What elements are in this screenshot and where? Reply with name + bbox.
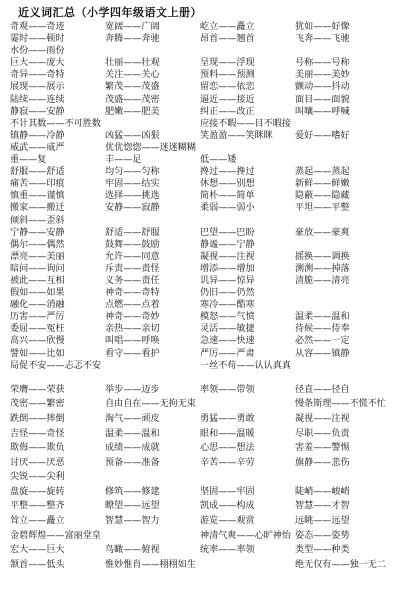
synonym-pair: 慎重——谨慎	[10, 191, 65, 202]
synonym-pair: 神清气爽——心旷神怡	[200, 530, 291, 541]
synonym-pair: 留恋——依恋	[200, 82, 255, 93]
synonym-pair: 心思——想法	[200, 443, 255, 454]
synonym-pair: 美丽——美妙	[295, 70, 350, 81]
synonym-pair: 安静——寂静	[105, 203, 160, 214]
synonym-row	[10, 360, 392, 372]
synonym-row	[10, 348, 392, 360]
synonym-row	[10, 543, 392, 558]
synonym-row	[10, 227, 392, 239]
synonym-pair: 讥异——惊异	[200, 275, 255, 286]
synonym-row	[10, 215, 392, 227]
synonym-row	[10, 69, 392, 81]
synonym-pair: 繁茂——茂盛	[105, 82, 160, 93]
synonym-pair: 犹如——好像	[295, 22, 350, 32]
synonym-row	[10, 514, 392, 529]
synonym-pair: 智慧——智力	[105, 516, 160, 527]
synonym-pair: 镇静——冷静	[10, 130, 65, 141]
synonym-pair: 凯成——构成	[200, 501, 255, 512]
synonym-pair: 颤动——抖动	[295, 82, 350, 93]
synonym-row	[10, 412, 392, 427]
synonym-pair: 昂首——翘首	[200, 34, 255, 45]
synonym-row	[10, 335, 392, 347]
synonym-pair: 斥责——责怪	[105, 263, 160, 274]
synonym-pair: 鸟瞰——俯视	[105, 545, 160, 556]
synonym-pair: 被此——互相	[10, 275, 65, 286]
synonym-pair: 吉怪——奇怪	[10, 428, 65, 439]
synonym-pair: 壮丽——壮观	[105, 58, 160, 69]
synonym-pair: 寒冷——酷寒	[200, 300, 255, 311]
synonym-row	[10, 427, 392, 442]
synonym-pair: 逼近——接近	[200, 94, 255, 105]
synonym-pair: 温柔——温和	[295, 312, 350, 323]
synonym-pair: 简朴——简单	[200, 191, 255, 202]
synonym-pair: 尖锐——尖利	[10, 472, 65, 483]
synonym-pair: 必然——一定	[295, 336, 350, 347]
synonym-pair: 颔首——低头	[10, 559, 65, 570]
synonym-pair: 静谧——宁静	[200, 239, 255, 250]
synonym-pair: 平整——整齐	[10, 501, 65, 512]
synonym-pair: 肥嫩——肥美	[105, 106, 160, 117]
synonym-pair: 丰——足	[105, 155, 142, 166]
synonym-pair: 旗静——悲伤	[295, 457, 350, 468]
synonym-pair: 荣膺——荣获	[10, 384, 65, 395]
synonym-pair: 待候——侍奉	[295, 324, 350, 335]
synonym-pair: 豪放——豪爽	[295, 227, 350, 238]
synonym-pair: 痛苦——印痕	[10, 179, 65, 190]
synonym-pair: 眼和——温暖	[200, 428, 255, 439]
synonym-pair: 倾斜——歪斜	[10, 215, 65, 226]
synonym-pair: 牢固——结实	[105, 179, 160, 190]
synonym-row	[10, 178, 392, 190]
synonym-pair: 统率——率领	[200, 545, 255, 556]
synonym-pair: 严厉——严肃	[200, 348, 255, 359]
synonym-row	[10, 323, 392, 335]
synonym-pair: 陆续——连续	[10, 94, 65, 105]
synonym-pair: 蒸起——蒸起	[295, 167, 350, 178]
synonym-pair: 跌倒——摔倒	[10, 413, 65, 424]
synonym-pair: 看守——看护	[105, 348, 160, 359]
synonym-row	[10, 154, 392, 166]
synonym-pair: 漂亮——美丽	[10, 251, 65, 262]
synonym-pair: 静寂——安静	[10, 106, 65, 117]
synonym-pair: 水份——雨份	[10, 46, 65, 57]
synonym-pair: 历害——严厉	[10, 312, 65, 323]
synonym-row	[10, 529, 392, 544]
synonym-pair: 面目——面貌	[295, 94, 350, 105]
synonym-row	[10, 299, 392, 311]
synonym-pair: 仍旧——仍然	[200, 288, 255, 299]
synonym-pair: 霎时——顿时	[10, 34, 65, 45]
synonym-pair: 笑盈盈——笑眯眯	[200, 130, 273, 141]
synonym-row	[10, 397, 392, 412]
synonym-pair: 茂盛——茂密	[105, 94, 160, 105]
synonym-pair: 远眺——远望	[295, 516, 350, 527]
synonym-pair: 智慧——才智	[295, 501, 350, 512]
synonym-pair: 关注——关心	[105, 70, 160, 81]
synonym-pair: 预备——准备	[105, 457, 160, 468]
synonym-pair: 重——复	[10, 155, 47, 166]
synonym-pair: 奇异——奇特	[10, 70, 65, 81]
synonym-row	[10, 21, 392, 33]
synonym-pair: 神奇——奇特	[105, 288, 160, 299]
synonym-pair: 绝无仅有——独一无二	[295, 559, 386, 570]
synonym-pair: 委屈——冤枉	[10, 324, 65, 335]
synonym-pair: 耸立——矗立	[10, 516, 65, 527]
synonym-pair: 茂密——繁密	[10, 399, 65, 410]
synonym-pair: 勇猛——勇敢	[200, 413, 255, 424]
synonym-pair: 亲热——亲切	[105, 324, 160, 335]
synonym-pair: 叫嚷——呼喊	[295, 106, 350, 117]
synonym-pair: 成绩——成就	[105, 443, 160, 454]
synonym-pair: 宽阔——广阔	[105, 22, 160, 32]
synonym-pair: 隐蔽——隐藏	[295, 191, 350, 202]
synonym-pair: 金碧辉煌——富丽堂皇	[10, 530, 101, 541]
synonym-pair: 类型——种类	[295, 545, 350, 556]
synonym-row	[10, 275, 392, 287]
synonym-pair: 姿态——姿势	[295, 530, 350, 541]
synonym-pair: 舒适——舒服	[105, 227, 160, 238]
synonym-row	[10, 106, 392, 118]
synonym-row	[10, 130, 392, 142]
synonym-pair: 展现——展示	[10, 82, 65, 93]
synonym-pair: 清脆——清亮	[295, 275, 350, 286]
synonym-pair: 爱好——嗜好	[295, 130, 350, 141]
synonym-pair: 凝视——注视	[295, 413, 350, 424]
synonym-pair: 宏大——巨大	[10, 545, 65, 556]
synonym-pair: 威武——威严	[10, 142, 65, 153]
synonym-pair: 呈现——浮现	[200, 58, 255, 69]
synonym-pair: 搀过——搀过	[200, 167, 255, 178]
synonym-row	[10, 202, 392, 214]
synonym-pair: 惟妙惟肖——栩栩如生	[105, 559, 196, 570]
synonym-pair: 一丝不苟——认认真真	[200, 360, 291, 371]
synonym-pair: 修筑——修建	[105, 486, 160, 497]
synonym-pair: 神奇——奇妙	[105, 312, 160, 323]
synonym-pair: 预料——预测	[200, 70, 255, 81]
synonym-row	[10, 57, 392, 69]
synonym-pair: 号称——号称	[295, 58, 350, 69]
synonym-pair: 害羞——警惕	[295, 443, 350, 454]
synonym-pair: 偶尔——偶然	[10, 239, 65, 250]
synonym-pair: 坚固——牢固	[200, 486, 255, 497]
synonym-pair: 奔腾——奔驰	[105, 34, 160, 45]
synonym-pair: 舒服——舒适	[10, 167, 65, 178]
synonym-pair: 径直——径自	[295, 384, 350, 395]
synonym-pair: 率领——带领	[200, 384, 255, 395]
synonym-row	[10, 287, 392, 299]
synonym-pair: 搬家——搬迁	[10, 203, 65, 214]
synonym-row	[10, 251, 392, 263]
synonym-pair: 讨厌——厌恶	[10, 457, 65, 468]
synonym-row	[10, 81, 392, 93]
synonym-pair: 应接不暇——目不暇接	[200, 118, 291, 129]
synonym-row	[10, 470, 392, 485]
section-gap	[10, 372, 392, 383]
synonym-pair: 优优惚惚——迷迷糊糊	[105, 142, 196, 153]
synonym-pair: 尽职——负责	[295, 428, 350, 439]
synonym-pair: 测测——掉落	[295, 263, 350, 274]
synonym-pair: 假如——如果	[10, 288, 65, 299]
page-title: 近义词汇总（小学四年级语文上册）	[18, 6, 202, 19]
synonym-pair: 奇观——奇迹	[10, 22, 65, 32]
synonym-row	[10, 33, 392, 45]
synonym-pair: 飞奔——飞驰	[295, 34, 350, 45]
synonym-pair: 义务——责任	[105, 275, 160, 286]
synonym-row	[10, 311, 392, 323]
synonym-row	[10, 190, 392, 202]
synonym-pair: 慢条斯理——不慌不忙	[295, 399, 386, 410]
synonym-pair: 选择——挑选	[105, 191, 160, 202]
synonym-pair: 自由自在——无拘无束	[105, 399, 196, 410]
synonym-pair: 鼓舞——鼓励	[105, 239, 160, 250]
synonym-row	[10, 383, 392, 398]
synonym-row	[10, 142, 392, 154]
synonym-pair: 陡峭——峻峭	[295, 486, 350, 497]
synonym-pair: 宁静——安静	[10, 227, 65, 238]
synonym-pair: 叫唱——呼唤	[105, 336, 160, 347]
synonym-row	[10, 485, 392, 500]
synonym-pair: 增添——增加	[200, 263, 255, 274]
synonym-row	[10, 45, 392, 57]
synonym-pair: 新鲜——鲜嫩	[295, 179, 350, 190]
synonym-pair: 譬如——比如	[10, 348, 65, 359]
synonym-pair: 温柔——温和	[105, 428, 160, 439]
synonym-table-1	[10, 21, 392, 372]
synonym-row	[10, 456, 392, 471]
synonym-pair: 灵活——敏捷	[200, 324, 255, 335]
synonym-pair: 欺侮——欺负	[10, 443, 65, 454]
synonym-pair: 屹立——矗立	[200, 22, 255, 32]
synonym-pair: 凝视——注视	[200, 251, 255, 262]
synonym-row	[10, 263, 392, 275]
synonym-pair: 均匀——匀称	[105, 167, 160, 178]
synonym-row	[10, 558, 392, 573]
synonym-pair: 巨大——庞大	[10, 58, 65, 69]
synonym-table-2	[10, 383, 392, 573]
synonym-pair: 不计其数——不可胜数	[10, 118, 101, 129]
synonym-pair: 瞭望——远望	[105, 501, 160, 512]
synonym-pair: 局促不安——忐忑不安	[10, 360, 101, 371]
synonym-pair: 辛苦——辛劳	[200, 457, 255, 468]
synonym-pair: 盘旋——旋转	[10, 486, 65, 497]
synonym-pair: 平坦——平整	[295, 203, 350, 214]
synonym-pair: 允许——同意	[105, 251, 160, 262]
synonym-pair: 凶猛——凶狠	[105, 130, 160, 141]
synonym-pair: 柔弱——弱小	[200, 203, 255, 214]
synonym-pair: 举步——迈步	[105, 384, 160, 395]
synonym-pair: 模怒——气愤	[200, 312, 255, 323]
synonym-row	[10, 166, 392, 178]
synonym-row	[10, 499, 392, 514]
synonym-pair: 高兴——欣慢	[10, 336, 65, 347]
synonym-pair: 急速——快速	[200, 336, 255, 347]
synonym-pair: 淘气——顽皮	[105, 413, 160, 424]
synonym-pair: 融化——消融	[10, 300, 65, 311]
synonym-pair: 从容——镇静	[295, 348, 350, 359]
synonym-pair: 暗问——询问	[10, 263, 65, 274]
synonym-row	[10, 94, 392, 106]
synonym-pair: 巴望——巴盼	[200, 227, 255, 238]
synonym-pair: 摇换——调换	[295, 251, 350, 262]
synonym-pair: 纠正——改正	[200, 106, 255, 117]
synonym-pair: 休想——别想	[200, 179, 255, 190]
synonym-pair: 点燃——点着	[105, 300, 160, 311]
synonym-row	[10, 118, 392, 130]
synonym-pair: 游览——观赏	[200, 516, 255, 527]
synonym-row	[10, 441, 392, 456]
synonym-pair: 低——矮	[200, 155, 237, 166]
synonym-row	[10, 239, 392, 251]
